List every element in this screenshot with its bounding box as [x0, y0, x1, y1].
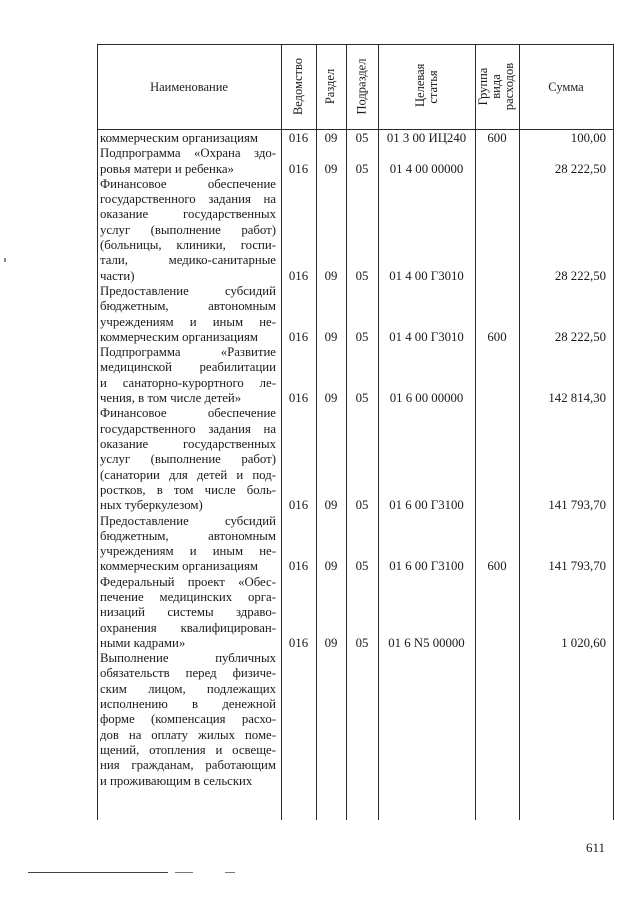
- scan-mark: [4, 258, 6, 262]
- cell-summa: 141 793,70: [548, 498, 606, 513]
- cell-vedomstvo: 016: [288, 559, 309, 574]
- row-name-line: ровья матери и ребенка»: [100, 161, 234, 176]
- row-name-line: обязательств перед физиче-: [100, 666, 276, 681]
- row-name-line: бюджетным, автономным: [100, 528, 276, 543]
- row-name-line: Предоставление субсидий: [100, 284, 276, 298]
- cell-podrazdel: 05: [355, 391, 369, 406]
- row-name-line: Финансовое обеспечение: [100, 406, 276, 421]
- row-name-line: учреждениям и иным не-: [100, 314, 276, 329]
- table-left-border: [97, 44, 98, 820]
- scan-mark: [225, 872, 235, 873]
- cell-podrazdel: 05: [355, 161, 369, 176]
- header-summa: Сумма: [548, 80, 584, 94]
- cell-razdel: 09: [324, 635, 338, 650]
- row-name-line: ским лицом, подлежащих: [100, 681, 276, 696]
- row-name-line: медицинской реабилитации: [100, 360, 276, 375]
- col-divider-2: [316, 44, 317, 820]
- cell-podrazdel: 05: [355, 498, 369, 513]
- cell-celevaya: 01 4 00 Г3010: [389, 268, 464, 283]
- cell-celevaya: 01 6 00 00000: [389, 391, 464, 406]
- row-name-line: коммерческим организациям: [100, 329, 258, 344]
- row-name-line: и проживающим в сельских: [100, 773, 253, 788]
- row-name: [100, 575, 276, 651]
- cell-celevaya: 01 6 00 Г3100: [389, 559, 464, 574]
- row-name: [100, 284, 276, 345]
- cell-podrazdel: 05: [355, 131, 369, 145]
- header-podrazdel: Подраздел: [354, 58, 369, 115]
- cell-vedomstvo: 016: [288, 268, 309, 283]
- cell-vedomstvo: 016: [288, 391, 309, 406]
- header-vedomstvo: Ведомство: [291, 57, 305, 116]
- row-name-line: Подпрограмма «Развитие: [100, 345, 276, 360]
- cell-celevaya: 01 3 00 ИЦ240: [386, 131, 467, 145]
- row-name: [100, 146, 276, 177]
- row-name: [100, 651, 276, 789]
- row-name: [100, 131, 276, 146]
- cell-summa: 28 222,50: [554, 268, 606, 283]
- row-name-line: форме (компенсация расхо-: [100, 712, 276, 727]
- row-name: [100, 345, 276, 406]
- table-right-border: [613, 44, 614, 820]
- row-name-line: части): [100, 268, 135, 283]
- scan-mark: [28, 872, 168, 873]
- row-name-line: коммерческим организациям: [100, 131, 258, 145]
- row-name-line: учреждениям и иным не-: [100, 544, 276, 559]
- cell-podrazdel: 05: [355, 635, 369, 650]
- cell-gruppa: 600: [487, 329, 507, 344]
- header-name: Наименование: [150, 80, 228, 94]
- header-bottom-border: [97, 129, 614, 130]
- row-name-line: Выполнение публичных: [100, 651, 276, 666]
- row-name-line: Финансовое обеспечение: [100, 176, 276, 191]
- cell-vedomstvo: 016: [288, 131, 309, 145]
- cell-razdel: 09: [324, 498, 338, 513]
- row-name-line: ными кадрами»: [100, 635, 186, 650]
- row-name-line: чения, в том числе детей»: [100, 391, 242, 406]
- row-name-line: оказание государственных: [100, 207, 276, 222]
- cell-celevaya: 01 4 00 Г3010: [389, 329, 464, 344]
- cell-summa: 141 793,70: [548, 559, 606, 574]
- cell-vedomstvo: 016: [288, 635, 309, 650]
- row-name-line: и санаторно-курортного ле-: [100, 375, 276, 390]
- row-name-line: бюджетным, автономным: [100, 299, 276, 314]
- cell-podrazdel: 05: [355, 268, 369, 283]
- cell-celevaya: 01 6 00 Г3100: [389, 498, 464, 513]
- page-number: 611: [586, 840, 606, 855]
- row-name-line: услуг (выполнение работ): [100, 222, 276, 237]
- header-celevaya: Целевая статья: [412, 63, 440, 107]
- cell-podrazdel: 05: [355, 559, 369, 574]
- cell-razdel: 09: [324, 391, 338, 406]
- cell-razdel: 09: [324, 329, 338, 344]
- scan-mark: [175, 872, 193, 873]
- cell-celevaya: 01 6 N5 00000: [388, 635, 465, 650]
- cell-summa: 28 222,50: [554, 329, 606, 344]
- row-name-line: коммерческим организациям: [100, 559, 258, 574]
- cell-vedomstvo: 016: [288, 498, 309, 513]
- row-name-line: исполнению в денежной: [100, 697, 276, 712]
- row-name-line: дов на оплату жилых поме-: [100, 727, 276, 742]
- cell-razdel: 09: [324, 161, 338, 176]
- cell-podrazdel: 05: [355, 329, 369, 344]
- row-name-line: ростков, в том числе боль-: [100, 482, 276, 497]
- row-name-line: Подпрограмма «Охрана здо-: [100, 146, 276, 161]
- cell-razdel: 09: [324, 131, 338, 145]
- row-name-line: услуг (выполнение работ): [100, 452, 276, 467]
- row-name-line: государственного задания на: [100, 192, 276, 207]
- row-name-line: Федеральный проект «Обес-: [100, 574, 276, 589]
- row-name: [100, 514, 276, 575]
- header-razdel: Раздел: [323, 68, 338, 105]
- col-divider-3: [346, 44, 347, 820]
- row-name-line: низаций системы здраво-: [100, 605, 276, 620]
- row-name-line: государственного задания на: [100, 421, 276, 436]
- row-name-line: оказание государственных: [100, 436, 276, 451]
- row-name-line: (санатории для детей и под-: [100, 467, 276, 482]
- row-name-line: ных туберкулезом): [100, 498, 203, 513]
- cell-celevaya: 01 4 00 00000: [389, 161, 464, 176]
- cell-gruppa: 600: [487, 559, 507, 574]
- row-name-line: щений, отопления и освеще-: [100, 742, 276, 757]
- cell-summa: 28 222,50: [554, 161, 606, 176]
- row-name: [100, 406, 276, 513]
- col-divider-5: [475, 44, 476, 820]
- cell-razdel: 09: [324, 559, 338, 574]
- cell-summa: 142 814,30: [548, 391, 606, 406]
- cell-razdel: 09: [324, 268, 338, 283]
- row-name: [100, 177, 276, 284]
- cell-vedomstvo: 016: [288, 329, 309, 344]
- col-divider-6: [519, 44, 520, 820]
- cell-gruppa: 600: [487, 131, 507, 145]
- row-name-line: печение медицинских орга-: [100, 589, 276, 604]
- row-name-line: охранения квалифицирован-: [100, 620, 276, 635]
- row-name-line: (больницы, клиники, госпи-: [100, 238, 276, 253]
- row-name-line: Предоставление субсидий: [100, 513, 276, 528]
- cell-summa: 1 020,60: [561, 635, 606, 650]
- row-name-line: ния гражданам, работающим: [100, 758, 276, 773]
- cell-vedomstvo: 016: [288, 161, 309, 176]
- row-name-line: тали, медико-санитарные: [100, 253, 276, 268]
- col-divider-1: [281, 44, 282, 820]
- col-divider-4: [378, 44, 379, 820]
- cell-summa: 100,00: [570, 131, 606, 145]
- header-gruppa: Группа вида расходов: [476, 62, 517, 111]
